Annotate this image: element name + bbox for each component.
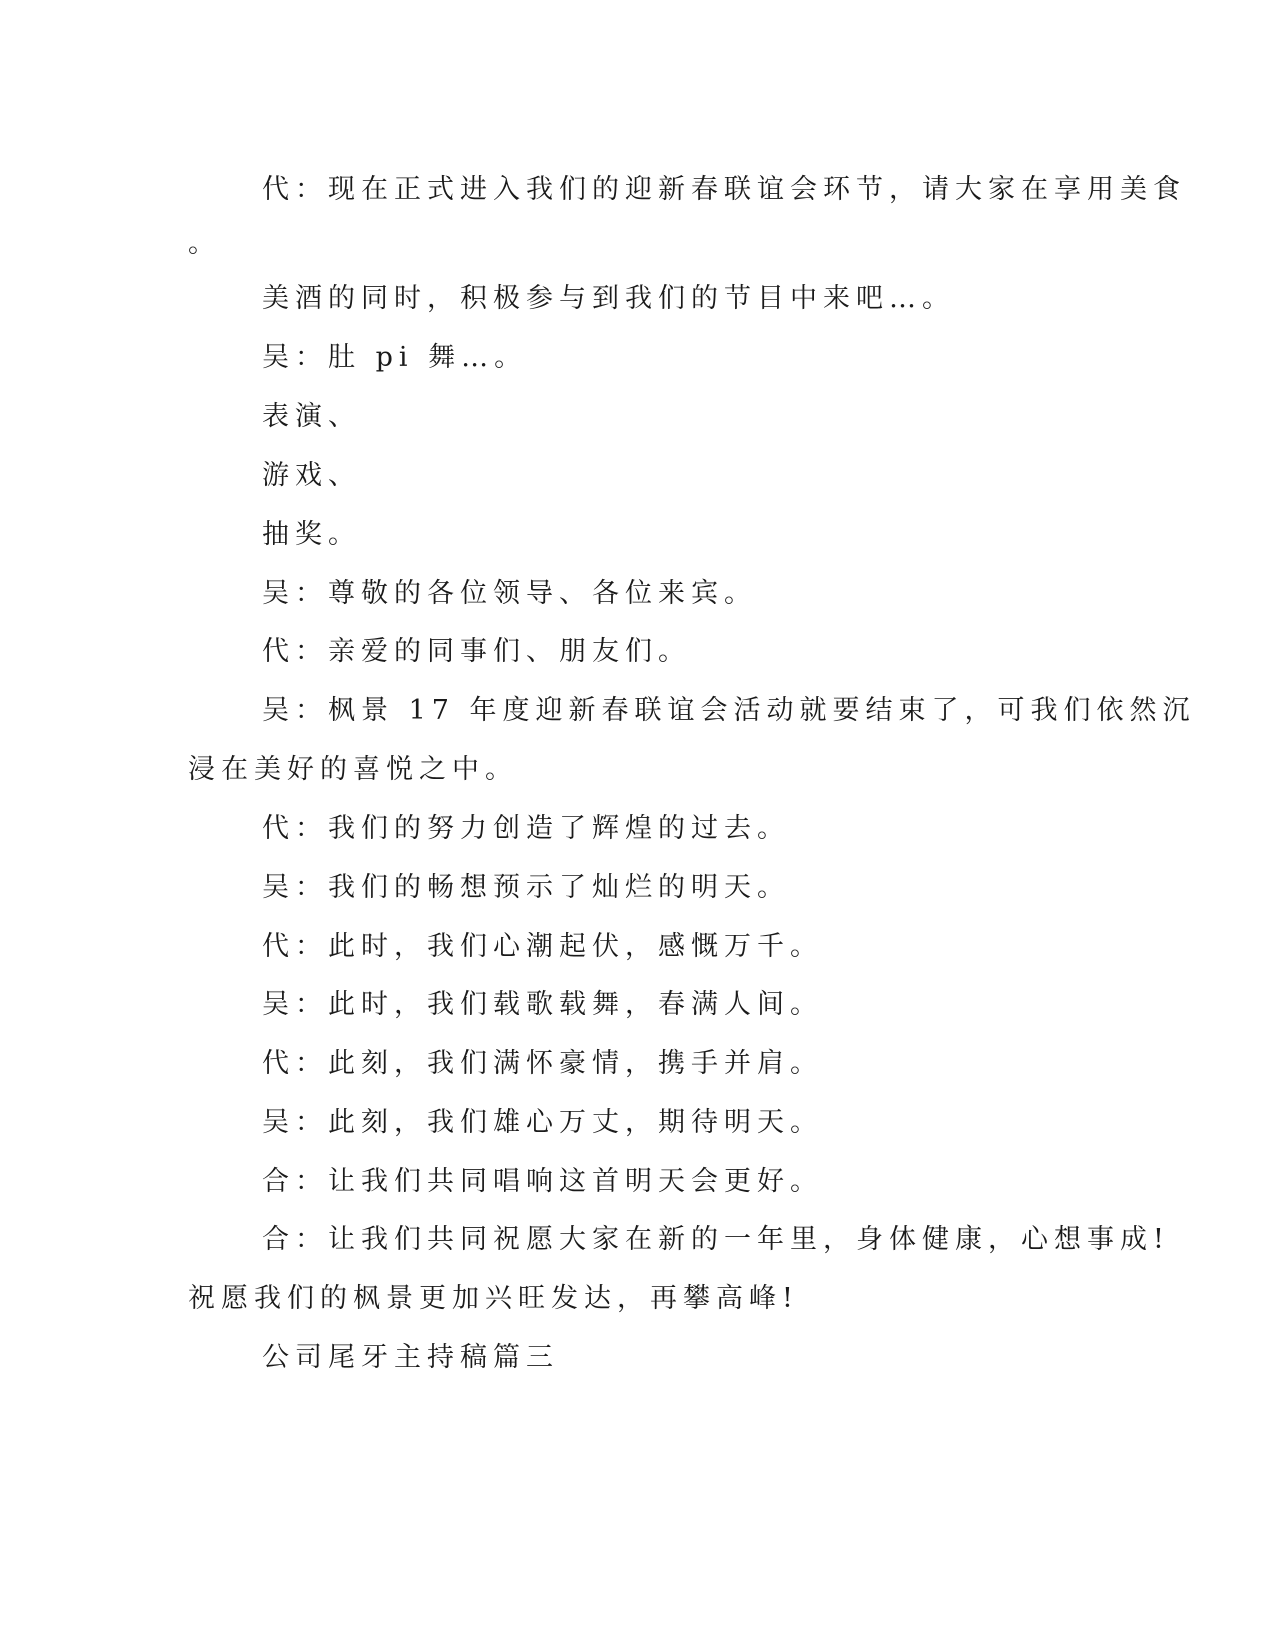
paragraph-line: 合：让我们共同唱响这首明天会更好。: [262, 1166, 823, 1197]
paragraph-line: 吴：此时，我们载歌载舞，春满人间。: [262, 989, 823, 1020]
paragraph-line: 表演、: [262, 401, 361, 432]
paragraph-line: 吴：肚 pi 舞…。: [262, 342, 528, 373]
paragraph-line: 代：此刻，我们满怀豪情，携手并肩。: [262, 1048, 823, 1079]
paragraph-line: 代：我们的努力创造了辉煌的过去。: [262, 813, 790, 844]
paragraph-line: 浸在美好的喜悦之中。: [188, 754, 518, 785]
paragraph-line: 。: [188, 228, 221, 259]
paragraph-line: 祝愿我们的枫景更加兴旺发达，再攀高峰!: [188, 1283, 799, 1314]
paragraph-line: 代：此时，我们心潮起伏，感慨万千。: [262, 931, 823, 962]
paragraph-line: 游戏、: [262, 460, 361, 491]
paragraph-line: 抽奖。: [262, 519, 361, 550]
paragraph-line: 代：现在正式进入我们的迎新春联谊会环节，请大家在享用美食: [262, 174, 1186, 205]
paragraph-line: 美酒的同时，积极参与到我们的节目中来吧…。: [262, 283, 955, 314]
paragraph-line: 合：让我们共同祝愿大家在新的一年里，身体健康，心想事成!: [262, 1224, 1170, 1255]
paragraph-line: 代：亲爱的同事们、朋友们。: [262, 636, 691, 667]
paragraph-line: 吴：枫景 17 年度迎新春联谊会活动就要结束了，可我们依然沉: [262, 695, 1196, 726]
paragraph-line: 吴：我们的畅想预示了灿烂的明天。: [262, 872, 790, 903]
paragraph-line: 吴：此刻，我们雄心万丈，期待明天。: [262, 1107, 823, 1138]
paragraph-line: 吴：尊敬的各位领导、各位来宾。: [262, 578, 757, 609]
section-heading: 公司尾牙主持稿篇三: [262, 1342, 559, 1373]
